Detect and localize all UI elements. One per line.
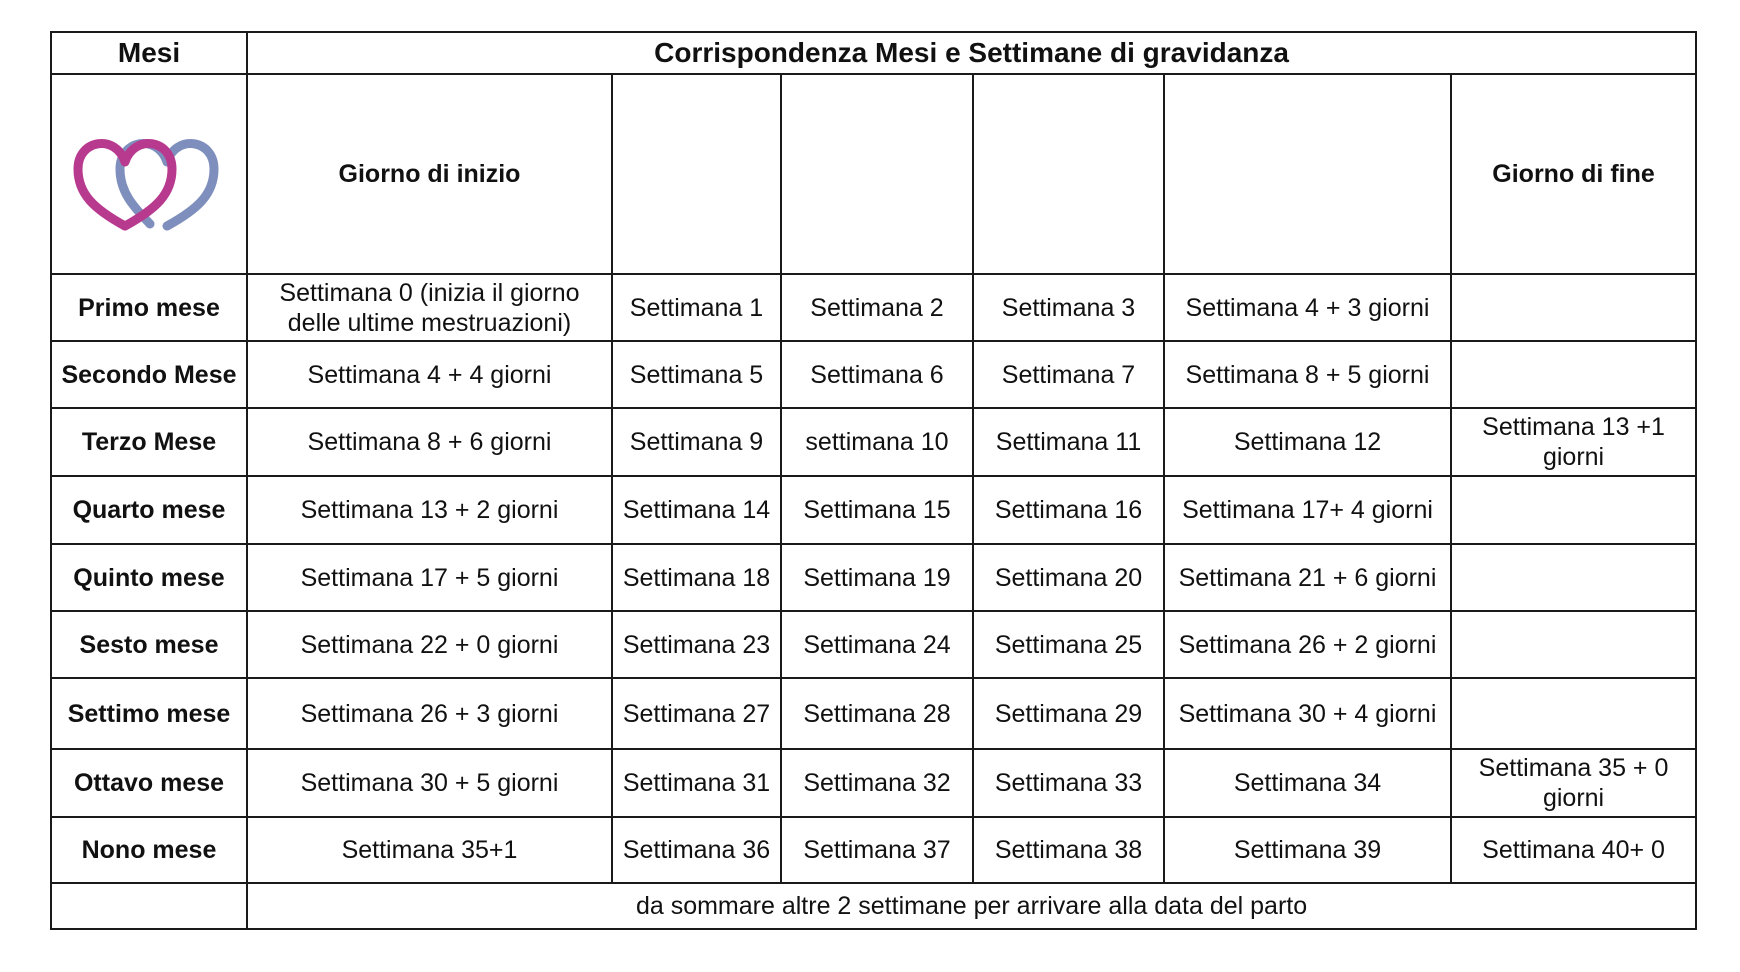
- week-cell: Settimana 5: [612, 341, 781, 408]
- subheader-row: [51, 74, 1696, 274]
- month-label: Ottavo mese: [51, 749, 247, 817]
- table-row: [51, 408, 1696, 476]
- end-week-cell: Settimana 13 +1 giorni: [1451, 408, 1696, 476]
- end-week-cell: [1451, 611, 1696, 678]
- month-label: Settimo mese: [51, 678, 247, 749]
- table-row: [51, 611, 1696, 678]
- week-cell: Settimana 28: [781, 678, 973, 749]
- week-cell: Settimana 12: [1164, 408, 1451, 476]
- start-week-cell: Settimana 13 + 2 giorni: [247, 476, 612, 544]
- empty-header-cell: [973, 74, 1164, 274]
- start-week-cell: Settimana 4 + 4 giorni: [247, 341, 612, 408]
- start-week-cell: Settimana 22 + 0 giorni: [247, 611, 612, 678]
- week-cell: Settimana 16: [973, 476, 1164, 544]
- week-cell: Settimana 18: [612, 544, 781, 611]
- week-cell: Settimana 21 + 6 giorni: [1164, 544, 1451, 611]
- week-cell: Settimana 30 + 4 giorni: [1164, 678, 1451, 749]
- week-cell: Settimana 39: [1164, 817, 1451, 883]
- week-cell: Settimana 2: [781, 274, 973, 341]
- month-label: Quinto mese: [51, 544, 247, 611]
- week-cell: Settimana 24: [781, 611, 973, 678]
- table-row: [51, 749, 1696, 817]
- start-week-cell: Settimana 8 + 6 giorni: [247, 408, 612, 476]
- week-cell: Settimana 27: [612, 678, 781, 749]
- week-cell: Settimana 31: [612, 749, 781, 817]
- week-cell: Settimana 8 + 5 giorni: [1164, 341, 1451, 408]
- week-cell: Settimana 29: [973, 678, 1164, 749]
- empty-header-cell: [1164, 74, 1451, 274]
- mesi-header: Mesi: [51, 32, 247, 74]
- title-row: [51, 32, 1696, 74]
- month-label: Sesto mese: [51, 611, 247, 678]
- double-heart-logo-icon: [70, 114, 220, 234]
- week-cell: Settimana 4 + 3 giorni: [1164, 274, 1451, 341]
- start-week-cell: Settimana 0 (inizia il giorno delle ultime mestruazioni): [247, 274, 612, 341]
- week-cell: Settimana 34: [1164, 749, 1451, 817]
- week-cell: Settimana 26 + 2 giorni: [1164, 611, 1451, 678]
- week-cell: Settimana 11: [973, 408, 1164, 476]
- week-cell: Settimana 25: [973, 611, 1164, 678]
- week-cell: Settimana 37: [781, 817, 973, 883]
- end-week-cell: [1451, 476, 1696, 544]
- start-day-header: Giorno di inizio: [247, 74, 612, 274]
- pregnancy-weeks-table: [50, 31, 1697, 930]
- end-week-cell: Settimana 35 + 0 giorni: [1451, 749, 1696, 817]
- week-cell: Settimana 20: [973, 544, 1164, 611]
- table-row: [51, 274, 1696, 341]
- end-week-cell: [1451, 678, 1696, 749]
- table-row: [51, 544, 1696, 611]
- table-row: [51, 476, 1696, 544]
- start-week-cell: Settimana 35+1: [247, 817, 612, 883]
- week-cell: Settimana 3: [973, 274, 1164, 341]
- end-week-cell: [1451, 544, 1696, 611]
- month-label: Terzo Mese: [51, 408, 247, 476]
- end-week-cell: [1451, 274, 1696, 341]
- logo-cell: [51, 74, 247, 274]
- week-cell: Settimana 33: [973, 749, 1164, 817]
- week-cell: Settimana 14: [612, 476, 781, 544]
- week-cell: Settimana 19: [781, 544, 973, 611]
- month-label: Nono mese: [51, 817, 247, 883]
- end-week-cell: [1451, 341, 1696, 408]
- month-label: Quarto mese: [51, 476, 247, 544]
- week-cell: Settimana 36: [612, 817, 781, 883]
- table-title: Corrispondenza Mesi e Settimane di gravidanza: [247, 32, 1696, 74]
- end-week-cell: Settimana 40+ 0: [1451, 817, 1696, 883]
- empty-footer-cell: [51, 883, 247, 929]
- footer-row: [51, 883, 1696, 929]
- start-week-cell: Settimana 26 + 3 giorni: [247, 678, 612, 749]
- footer-note: da sommare altre 2 settimane per arrivare alla data del parto: [247, 883, 1696, 929]
- week-cell: Settimana 9: [612, 408, 781, 476]
- week-cell: Settimana 23: [612, 611, 781, 678]
- table-row: [51, 678, 1696, 749]
- week-cell: Settimana 1: [612, 274, 781, 341]
- month-label: Secondo Mese: [51, 341, 247, 408]
- week-cell: Settimana 7: [973, 341, 1164, 408]
- week-cell: Settimana 6: [781, 341, 973, 408]
- week-cell: settimana 10: [781, 408, 973, 476]
- week-cell: Settimana 32: [781, 749, 973, 817]
- month-label: Primo mese: [51, 274, 247, 341]
- start-week-cell: Settimana 17 + 5 giorni: [247, 544, 612, 611]
- empty-header-cell: [781, 74, 973, 274]
- week-cell: Settimana 17+ 4 giorni: [1164, 476, 1451, 544]
- week-cell: Settimana 38: [973, 817, 1164, 883]
- empty-header-cell: [612, 74, 781, 274]
- end-day-header: Giorno di fine: [1451, 74, 1696, 274]
- week-cell: Settimana 15: [781, 476, 973, 544]
- start-week-cell: Settimana 30 + 5 giorni: [247, 749, 612, 817]
- table-row: [51, 341, 1696, 408]
- table-row: [51, 817, 1696, 883]
